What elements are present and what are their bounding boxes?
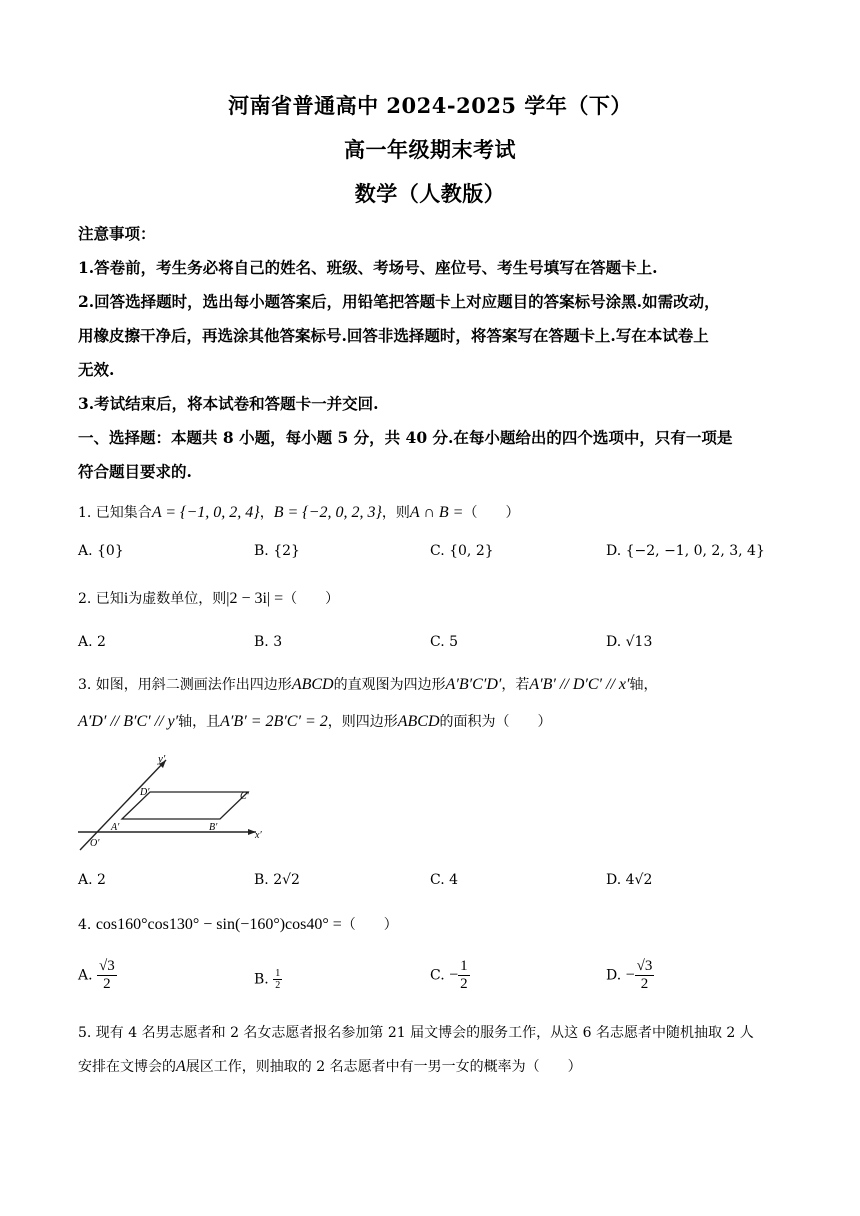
q3-option-a: A. 2 (78, 872, 106, 888)
q4-c-num: 1 (460, 958, 468, 974)
notes-heading: 注意事项： (78, 224, 156, 243)
label-b-prime: B′ (209, 822, 218, 833)
label-o-prime: O′ (90, 838, 100, 849)
question-5-line1: 5. 现有 4 名男志愿者和 2 名女志愿者报名参加第 21 届文博会的服务工作，从这 6 名志愿者中随机抽取 2 人 (78, 1025, 754, 1041)
question-2 (78, 588, 788, 608)
label-d-prime: D′ (140, 787, 150, 798)
label-y-prime: y′ (158, 753, 166, 765)
q4-prefix: 4. (78, 917, 92, 933)
q3-text-2b: ，则四边形 (327, 714, 398, 730)
q3-text-1b: 的直观图为四边形 (333, 677, 446, 693)
q3-text-1c: ，若 (501, 677, 530, 693)
section1-line1: 一、选择题：本题共 8 小题，每小题 5 分，共 40 分.在每小题给出的四个选项中，只有一项是 (78, 428, 733, 447)
q1-prefix: 1. 已知集合 (78, 505, 152, 521)
q4-d-fraction (635, 958, 655, 993)
q3-option-b: B. 2√2 (254, 872, 300, 888)
label-x-prime: x′ (255, 830, 262, 841)
q1-option-b: B. {2} (254, 543, 300, 559)
q3-cond-2: A′D′ // B′C′ // y′ (78, 713, 179, 730)
question-3-line2 (78, 711, 788, 731)
q4-option-c (430, 958, 470, 993)
q4-expr: cos160°cos130° − sin(−160°)cos40° = (95, 916, 342, 933)
y-axis-line (80, 760, 166, 850)
q4-d-label: D. (606, 967, 622, 984)
q4-b-den: 2 (275, 980, 281, 991)
question-4 (78, 914, 788, 934)
exam-subject: 数学（人教版） (354, 181, 506, 206)
q2-option-b: B. 3 (254, 634, 283, 650)
note-2-line3: 无效. (78, 360, 115, 379)
q3-abcd-prime: A′B′C′D′ (445, 676, 502, 693)
q3-option-c: C. 4 (430, 872, 459, 888)
q1-mid: ，则 (381, 505, 410, 521)
label-c-prime: C′ (240, 791, 249, 802)
q2-option-a: A. 2 (78, 634, 106, 650)
exam-title: 河南省普通高中 2024-2025 学年（下） (228, 93, 632, 118)
note-1: 1.答卷前，考生务必将自己的姓名、班级、考场号、座位号、考生号填写在答题卡上. (78, 258, 658, 277)
q1-option-a: A. {0} (78, 543, 124, 559)
q1-option-d: D. {−2, −1, 0, 2, 3, 4} (606, 543, 765, 559)
q4-c-den: 2 (460, 976, 468, 992)
note-2-line1: 2.回答选择题时，选出每小题答案后，用铅笔把答题卡上对应题目的答案标号涂黑.如需改动， (78, 292, 720, 311)
q3-text-1a: 3. 如图，用斜二测画法作出四边形 (78, 677, 292, 693)
q1-expr: A ∩ B = (409, 504, 464, 521)
q4-d-sign: − (625, 966, 635, 984)
q4-d-den: 2 (640, 976, 649, 992)
q4-c-sign: − (449, 966, 459, 984)
q4-option-a (78, 958, 117, 993)
label-a-prime: A′ (111, 822, 120, 833)
q2-prefix: 2. 已知 (78, 591, 124, 607)
q4-a-den: 2 (103, 976, 111, 992)
q2-mid: 为虚数单位，则 (128, 591, 227, 607)
q1-sep: ， (259, 505, 274, 521)
exam-subtitle: 高一年级期末考试 (344, 137, 516, 162)
question-1 (78, 502, 788, 522)
q2-option-c: C. 5 (430, 634, 459, 650)
q4-d-num: √3 (636, 958, 653, 974)
q1-set-b: B = {−2, 0, 2, 3} (273, 504, 382, 521)
q5-zone-a: A (176, 1058, 186, 1075)
question-5-line2 (78, 1056, 788, 1076)
q3-option-d: D. 4√2 (606, 872, 653, 888)
q4-option-b (254, 968, 282, 991)
q5-text-2b: 展区工作，则抽取的 2 名志愿者中有一男一女的概率为（ ） (185, 1059, 582, 1075)
q4-a-fraction (97, 958, 117, 993)
q4-a-num: √3 (99, 958, 115, 974)
q4-c-label: C. (430, 967, 445, 984)
q4-b-label: B. (254, 971, 269, 988)
q3-text-1d: 轴， (629, 677, 658, 693)
q3-cond-1: A′B′ // D′C′ // x′ (529, 676, 630, 693)
q4-b-num: 1 (275, 968, 281, 979)
q2-expr: |2 − 3i| = (226, 590, 284, 607)
q4-b-fraction (273, 968, 282, 991)
q2-option-d: D. √13 (606, 634, 653, 650)
q4-c-fraction (458, 958, 470, 993)
q1-set-a: A = {−1, 0, 2, 4} (151, 504, 260, 521)
q3-abcd-2: ABCD (397, 713, 440, 730)
q4-a-label: A. (78, 967, 93, 984)
q1-option-c: C. {0, 2} (430, 543, 494, 559)
q3-text-2c: 的面积为（ ） (439, 714, 552, 730)
q3-figure (74, 748, 274, 856)
q4-paren: （ ） (341, 917, 398, 933)
q3-abcd: ABCD (291, 676, 334, 693)
note-2-line2: 用橡皮擦干净后，再选涂其他答案标号.回答非选择题时，将答案写在答题卡上.写在本试卷上 (78, 326, 709, 345)
q3-cond-3: A′B′ = 2B′C′ = 2 (220, 713, 328, 730)
q3-text-2a: 轴，且 (178, 714, 221, 730)
q1-paren: （ ） (463, 505, 520, 521)
q2-i: i (123, 590, 129, 607)
question-3-line1 (78, 674, 788, 694)
section1-line2: 符合题目要求的. (78, 462, 192, 481)
q5-text-2a: 安排在文博会的 (78, 1059, 176, 1075)
q4-option-d (606, 958, 654, 993)
note-3: 3.考试结束后，将本试卷和答题卡一并交回. (78, 394, 379, 413)
q2-paren: （ ） (283, 591, 340, 607)
